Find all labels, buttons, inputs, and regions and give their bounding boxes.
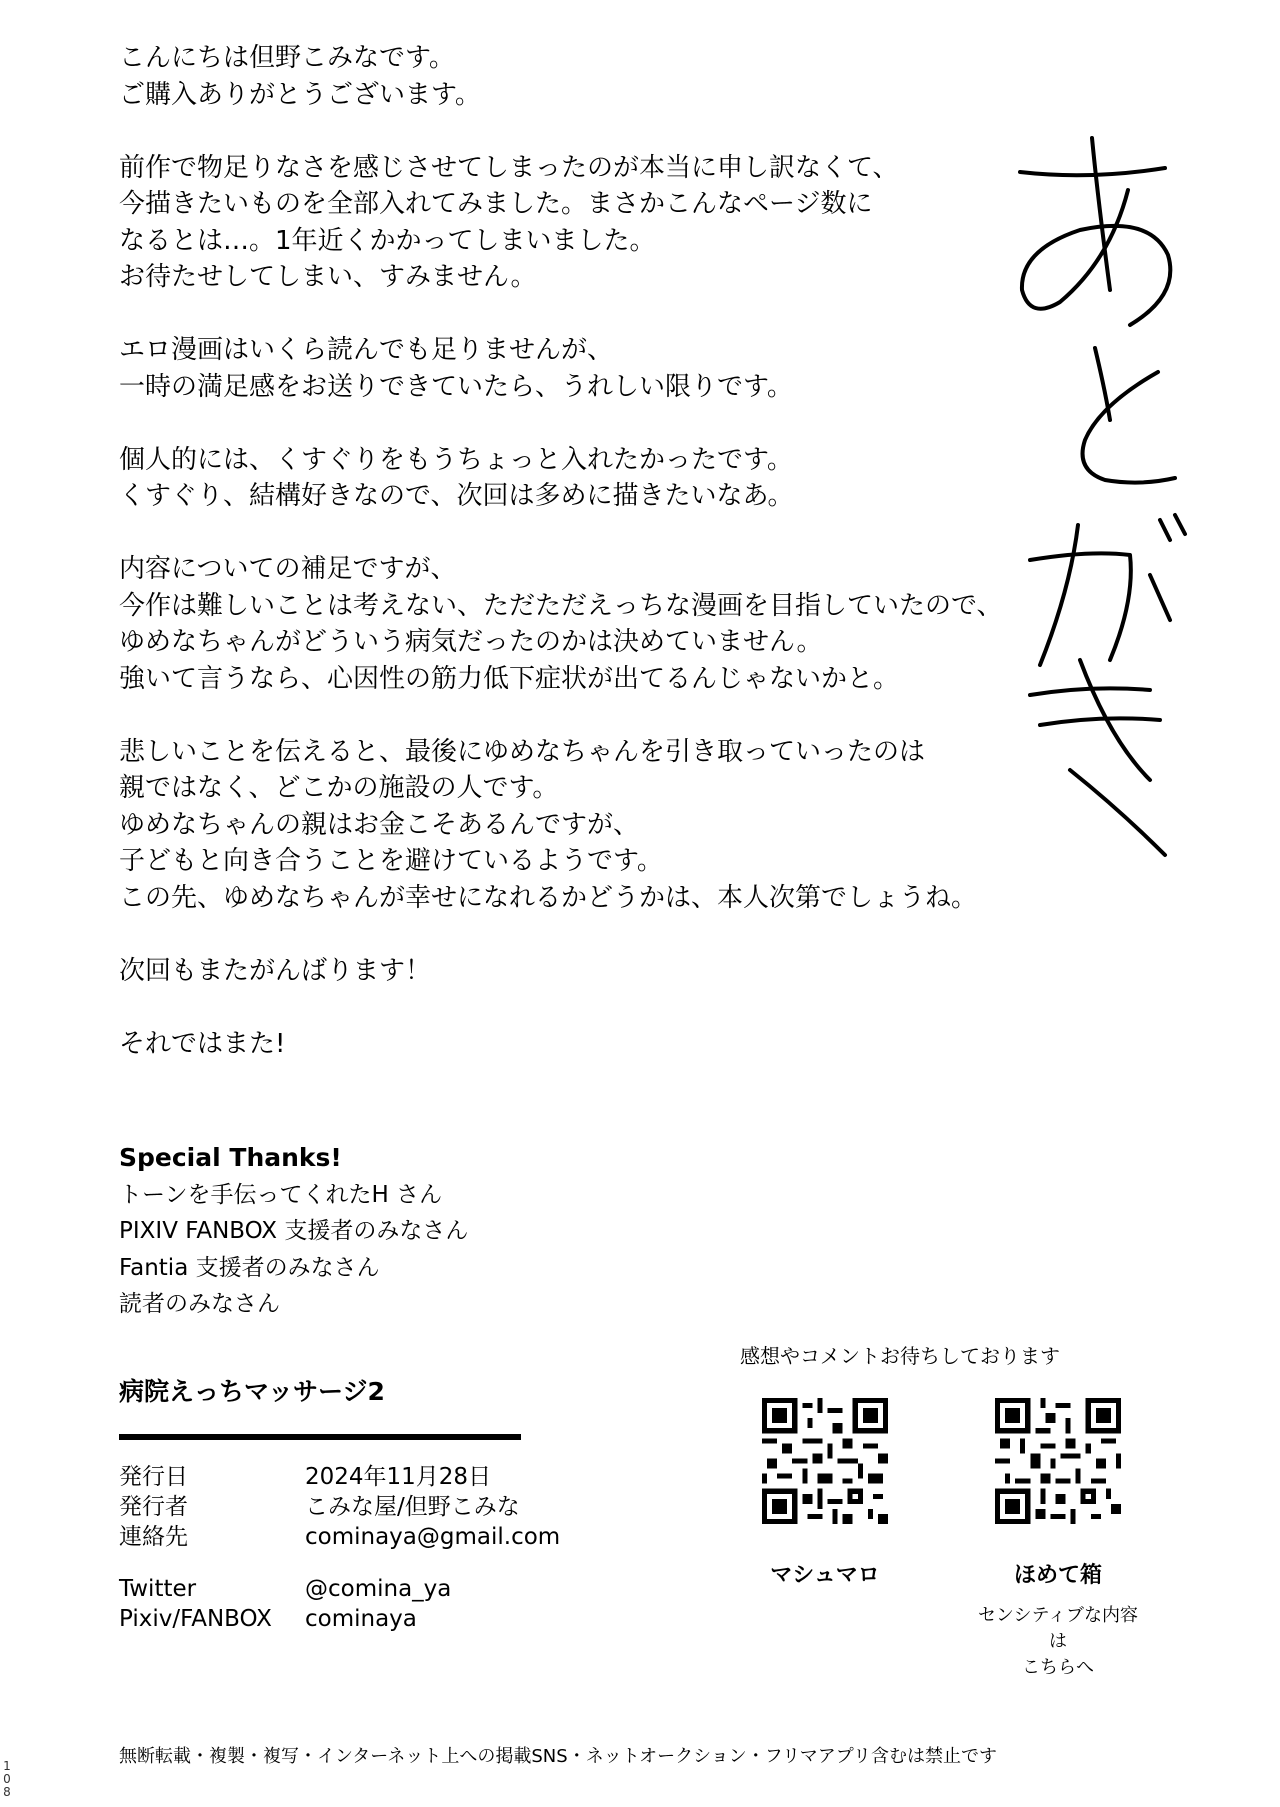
body-line: 強いて言うなら、心因性の筋力低下症状が出てるんじゃないかと。 bbox=[119, 663, 900, 694]
thanks-item: 読者のみなさん bbox=[119, 1291, 280, 1317]
special-thanks bbox=[119, 1140, 719, 1323]
publisher-row bbox=[119, 1492, 679, 1522]
page-number bbox=[0, 1760, 14, 1799]
afterword-body bbox=[119, 40, 1019, 1099]
body-line: 内容についての補足ですが、 bbox=[119, 554, 457, 584]
homete-box-note-line-2: こちらへ bbox=[1022, 1657, 1094, 1678]
body-paragraph bbox=[119, 551, 1019, 697]
homete-box-qr-code[interactable] bbox=[995, 1398, 1121, 1524]
page-number-digit: 8 bbox=[3, 1785, 11, 1799]
book-title: 病院えっちマッサージ2 bbox=[119, 1377, 385, 1406]
body-line: 前作で物足りなさを感じさせてしまったのが本当に申し訳なくて、 bbox=[119, 152, 899, 183]
body-paragraph bbox=[119, 332, 1019, 405]
page-number-digit: 1 bbox=[3, 1759, 11, 1773]
marshmallow-qr-block[interactable] bbox=[740, 1398, 910, 1589]
special-thanks-heading: Special Thanks! bbox=[119, 1143, 342, 1172]
feedback-prompt: 感想やコメントお待ちしております bbox=[740, 1344, 1060, 1368]
contact-email[interactable]: cominaya@gmail.com bbox=[305, 1524, 561, 1550]
contact-row bbox=[119, 1522, 679, 1552]
body-paragraph bbox=[119, 1026, 1019, 1063]
body-line: 個人的には、くすぐりをもうちょっと入れたかったです。 bbox=[119, 444, 793, 475]
publish-date-label: 発行日 bbox=[119, 1464, 188, 1490]
page-number-digit: 0 bbox=[3, 1772, 11, 1786]
marshmallow-qr-code[interactable] bbox=[762, 1398, 888, 1524]
publisher-value: こみな屋/但野こみな bbox=[305, 1494, 520, 1520]
colophon bbox=[119, 1372, 679, 1634]
thanks-item: PIXIV FANBOX 支援者のみなさん bbox=[119, 1218, 469, 1244]
body-paragraph bbox=[119, 953, 1019, 990]
body-line: なるとは…。1年近くかかってしまいました。 bbox=[119, 225, 656, 256]
body-line: こんにちは但野こみなです。 bbox=[119, 43, 455, 73]
thanks-item: Fantia 支援者のみなさん bbox=[119, 1254, 380, 1281]
body-line: 悲しいことを伝えると、最後にゆめなちゃんを引き取っていったのは bbox=[119, 736, 926, 767]
twitter-handle[interactable]: @comina_ya bbox=[305, 1576, 452, 1602]
body-line: 次回もまたがんばります！ bbox=[119, 955, 432, 986]
twitter-label: Twitter bbox=[119, 1576, 197, 1602]
publisher-label: 発行者 bbox=[119, 1494, 188, 1520]
body-line: 今描きたいものを全部入れてみました。まさかこんなページ数に bbox=[119, 189, 873, 219]
body-line: ゆめなちゃんがどういう病気だったのかは決めていません。 bbox=[119, 627, 823, 657]
publish-date-row bbox=[119, 1462, 679, 1492]
body-line: 親ではなく、どこかの施設の人です。 bbox=[119, 773, 559, 803]
twitter-row bbox=[119, 1574, 679, 1604]
afterword-title-drawing bbox=[1000, 120, 1190, 860]
homete-box-note bbox=[973, 1603, 1143, 1681]
colophon-rule bbox=[119, 1434, 521, 1440]
homete-box-qr-block[interactable] bbox=[973, 1398, 1143, 1681]
body-line: それではまた! bbox=[119, 1028, 286, 1059]
body-line: お待たせしてしまい、すみません。 bbox=[119, 262, 537, 292]
pixiv-label: Pixiv/FANBOX bbox=[119, 1606, 272, 1632]
body-paragraph bbox=[119, 734, 1019, 917]
body-paragraph bbox=[119, 150, 1019, 296]
pixiv-handle[interactable]: cominaya bbox=[305, 1606, 417, 1632]
marshmallow-label: マシュマロ bbox=[770, 1563, 880, 1588]
pixiv-row bbox=[119, 1604, 679, 1634]
publish-date-value: 2024年11月28日 bbox=[305, 1464, 492, 1490]
body-line: ゆめなちゃんの親はお金こそあるんですが、 bbox=[119, 809, 640, 840]
body-line: この先、ゆめなちゃんが幸せになれるかどうかは、本人次第でしょうね。 bbox=[119, 882, 978, 913]
copyright-notice: 無断転載・複製・複写・インターネット上への掲載SNS・ネットオークション・フリマアプリ含むは禁止です bbox=[119, 1746, 997, 1767]
body-line: エロ漫画はいくら読んでも足りませんが、 bbox=[119, 335, 614, 365]
body-line: ご購入ありがとうございます。 bbox=[119, 79, 481, 110]
body-line: 今作は難しいことは考えない、ただただえっちな漫画を目指していたので、 bbox=[119, 590, 1003, 621]
thanks-item: トーンを手伝ってくれたH さん bbox=[119, 1181, 443, 1208]
body-line: くすぐり、結構好きなので、次回は多めに描きたいなあ。 bbox=[119, 481, 794, 511]
body-paragraph bbox=[119, 442, 1019, 515]
contact-label: 連絡先 bbox=[119, 1524, 188, 1550]
afterword-handwritten-title bbox=[1000, 120, 1190, 860]
homete-box-label: ほめて箱 bbox=[1013, 1563, 1102, 1588]
homete-box-note-line-1: センシティブな内容は bbox=[977, 1605, 1139, 1652]
body-line: 子どもと向き合うことを避けているようです。 bbox=[119, 846, 663, 876]
body-paragraph bbox=[119, 40, 1019, 113]
body-line: 一時の満足感をお送りできていたら、うれしい限りです。 bbox=[119, 371, 793, 402]
